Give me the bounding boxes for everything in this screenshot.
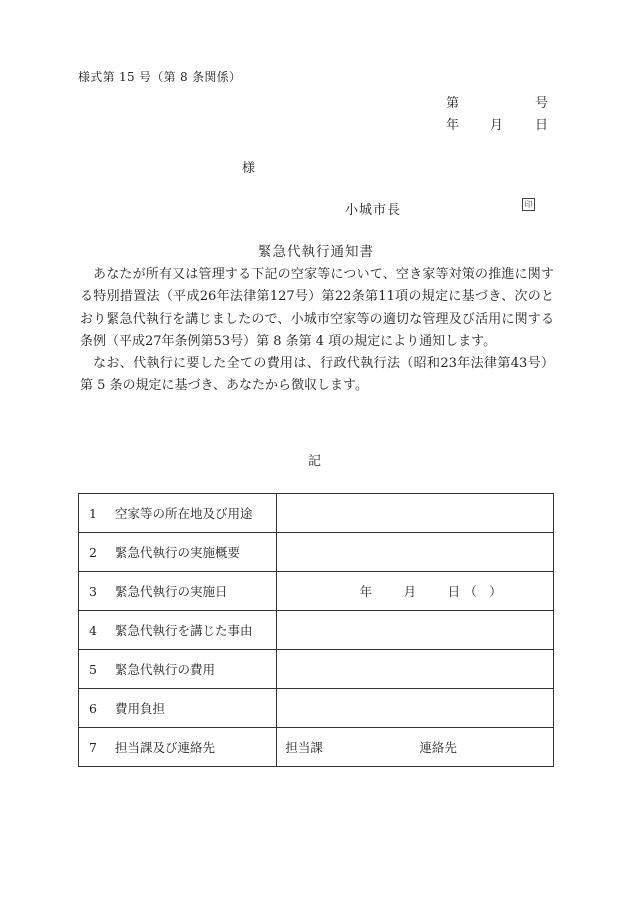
form-number: 様式第 15 号（第 8 条関係）	[78, 70, 242, 84]
issue-date-year: 年	[446, 118, 460, 133]
table-row	[79, 728, 554, 767]
impl-date-day: 日	[447, 584, 461, 599]
item-value-burden	[277, 689, 554, 728]
notice-body	[80, 264, 554, 398]
seal-mark: 印	[522, 198, 535, 211]
item-number: 6	[89, 701, 97, 716]
item-label: 緊急代執行の実施概要	[115, 545, 241, 560]
item-value-location	[277, 494, 554, 533]
item-label-cell	[79, 611, 277, 650]
table-row	[79, 494, 554, 533]
table-row	[79, 533, 554, 572]
document-number-suffix: 号	[535, 96, 549, 111]
item-label-cell	[79, 689, 277, 728]
item-number: 5	[89, 662, 97, 677]
table-row	[79, 572, 554, 611]
item-label: 緊急代執行の実施日	[115, 584, 228, 599]
item-value-cost	[277, 650, 554, 689]
record-heading: 記	[308, 454, 322, 469]
items-table	[78, 493, 554, 767]
item-label: 担当課及び連絡先	[115, 740, 216, 755]
contact-info-label: 連絡先	[419, 740, 457, 755]
body-paragraph: なお、代執行に要した全ての費用は、行政代執行法（昭和23年法律第43号）第 5 条の規定に基づき、あなたから徴収します。	[80, 356, 554, 394]
document-title: 緊急代執行通知書	[258, 244, 374, 260]
impl-date-month: 月	[403, 584, 417, 599]
issuer-name: 小城市長	[345, 203, 402, 218]
contact-department-label: 担当課	[285, 740, 323, 755]
impl-date-year: 年	[359, 584, 373, 599]
document-number-prefix: 第	[446, 96, 460, 111]
item-label-cell	[79, 533, 277, 572]
impl-date-weekday: （ ）	[464, 584, 502, 599]
item-value-reason	[277, 611, 554, 650]
table-row	[79, 689, 554, 728]
item-label-cell	[79, 494, 277, 533]
item-number: 3	[89, 584, 97, 599]
issue-date-day: 日	[535, 118, 549, 133]
issue-date-month: 月	[490, 118, 504, 133]
item-number: 4	[89, 623, 97, 638]
item-label: 緊急代執行を講じた事由	[115, 623, 253, 638]
item-number: 1	[89, 506, 97, 521]
item-label: 緊急代執行の費用	[115, 662, 216, 677]
item-label-cell	[79, 728, 277, 767]
table-row	[79, 611, 554, 650]
item-number: 7	[89, 740, 97, 755]
item-label: 費用負担	[115, 701, 166, 716]
item-label-cell	[79, 572, 277, 611]
item-value-overview	[277, 533, 554, 572]
item-label: 空家等の所在地及び用途	[115, 506, 253, 521]
body-paragraph: あなたが所有又は管理する下記の空家等について、空き家等対策の推進に関する特別措置法（平成26年法律第127号）第22条第11項の規定に基づき、次のとおり緊急代執行を講じましたので、小城市空家等の適切な管理及び活用に関する条例（平成27年条例第53号）第 8 条第 4 項の規定により通知します。	[80, 267, 554, 349]
item-value-date	[277, 572, 554, 611]
item-label-cell	[79, 650, 277, 689]
item-value-contact	[277, 728, 554, 767]
table-row	[79, 650, 554, 689]
item-number: 2	[89, 545, 97, 560]
addressee-suffix: 様	[242, 161, 256, 176]
